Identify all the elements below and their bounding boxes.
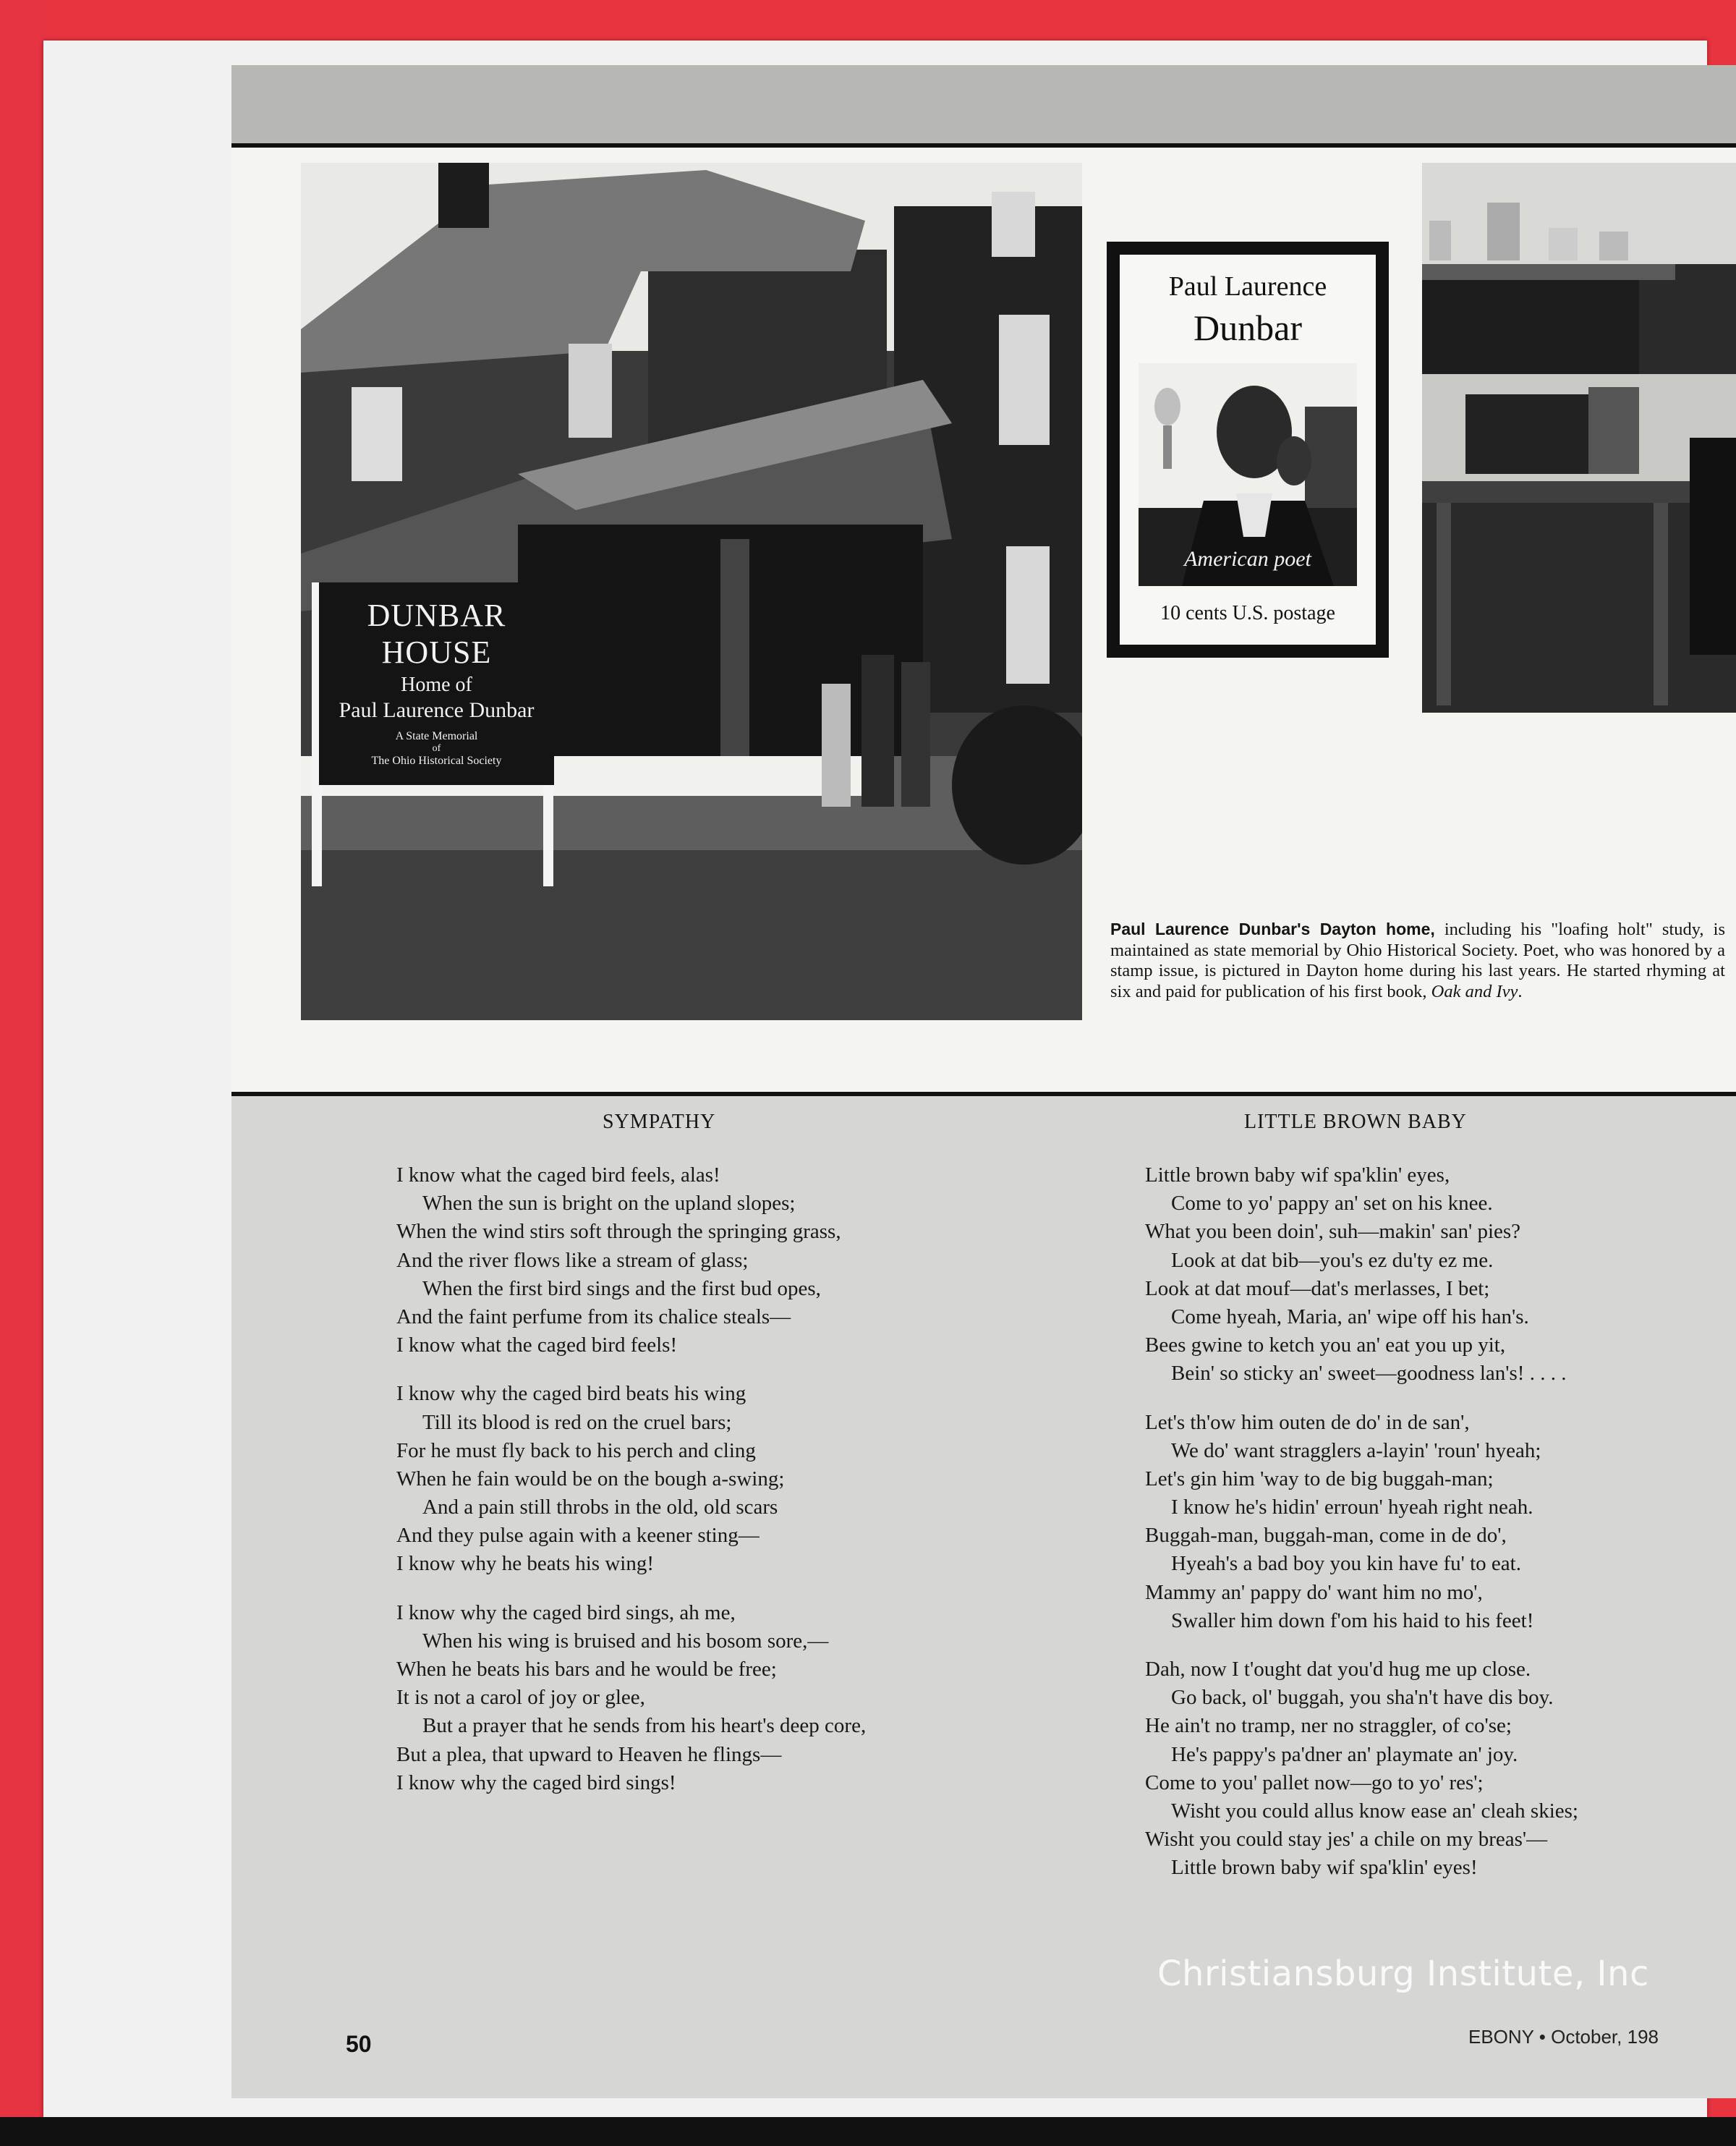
poem-line: I know what the caged bird feels, alas! <box>396 1163 720 1187</box>
poem-line: Little brown baby wif spa'klin' eyes, <box>1145 1163 1450 1187</box>
poem-line: But a plea, that upward to Heaven he flings— <box>396 1742 782 1766</box>
magazine-page <box>231 65 1736 2098</box>
poem-line: Look at dat mouf—dat's merlasses, I bet; <box>1145 1276 1490 1300</box>
poem-line: It is not a carol of joy or glee, <box>396 1686 645 1710</box>
poem-line: I know why the caged bird beats his wing <box>396 1382 746 1406</box>
poem-line: Wisht you could stay jes' a chile on my breas'— <box>1145 1828 1548 1852</box>
dunbar-house-photo <box>301 163 1082 1020</box>
poem-line: He's pappy's pa'dner an' playmate an' joy. <box>1171 1742 1518 1766</box>
sign-line-1: Home of <box>401 674 472 696</box>
poem-line: Let's th'ow him outen de do' in de san', <box>1145 1410 1470 1434</box>
top-gray-band <box>231 65 1736 148</box>
stamp-subtitle: American poet <box>1184 547 1311 571</box>
page-number: 50 <box>346 2031 372 2057</box>
study-room-photo <box>1422 163 1736 713</box>
poem-line: When he beats his bars and he would be free; <box>396 1658 777 1681</box>
poem-line: Come to you' pallet now—go to yo' res'; <box>1145 1770 1484 1794</box>
poem-line: When the wind stirs soft through the springing grass, <box>396 1220 841 1244</box>
caption-body: including his "loafing holt" study, is maintained as state memorial by Ohio Historical Society. Poet, who was honored by a stamp issue, is pictured in Dayton home during his last years. He started rhyming at six and paid for publication of his first book, <box>1110 920 1725 1001</box>
poem-line: We do' want stragglers a-layin' 'roun' hyeah; <box>1171 1438 1541 1462</box>
sign-line-5: The Ohio Historical Society <box>371 755 502 767</box>
poem-title-sympathy: SYMPATHY <box>603 1111 716 1133</box>
dunbar-stamp <box>1107 242 1389 658</box>
poem-line: I know why he beats his wing! <box>396 1552 655 1576</box>
poem-line: Come hyeah, Maria, an' wipe off his han's. <box>1171 1305 1529 1328</box>
poem-line: I know what the caged bird feels! <box>396 1333 678 1357</box>
sign-line-2: Paul Laurence Dunbar <box>339 698 535 722</box>
poem-line: For he must fly back to his perch and cling <box>396 1438 756 1462</box>
poem-little-brown-baby <box>1145 1161 1578 1883</box>
stamp-portrait <box>1139 363 1357 586</box>
poem-line: I know why the caged bird sings! <box>396 1770 676 1794</box>
poem-line: Swaller him down f'om his haid to his feet! <box>1171 1608 1534 1632</box>
poem-line: Hyeah's a bad boy you kin have fu' to eat. <box>1171 1552 1521 1576</box>
poem-title-little-brown-baby: LITTLE BROWN BABY <box>1244 1111 1467 1133</box>
red-folder-edge <box>0 0 48 2146</box>
stanza-break <box>1145 1388 1578 1409</box>
poem-line: When the first bird sings and the first bud opes, <box>422 1276 821 1300</box>
sign-title: DUNBAR HOUSE <box>367 598 506 670</box>
poem-line: He ain't no tramp, ner no straggler, of co'se; <box>1145 1714 1512 1738</box>
stanza-break <box>396 1579 866 1599</box>
stanza-break <box>1145 1635 1578 1655</box>
stanza-break <box>396 1360 866 1380</box>
caption-book-title: Oak and Ivy <box>1431 981 1518 1001</box>
poem-line: I know he's hidin' erroun' hyeah right neah. <box>1171 1496 1533 1519</box>
poem-line: Bein' so sticky an' sweet—goodness lan's! . . . . <box>1171 1362 1567 1386</box>
poem-line: Mammy an' pappy do' want him no mo', <box>1145 1580 1483 1604</box>
poem-line: Look at dat bib—you's ez du'ty ez me. <box>1171 1248 1494 1272</box>
poem-line: Come to yo' pappy an' set on his knee. <box>1171 1192 1493 1216</box>
caption-end: . <box>1518 981 1523 1001</box>
stamp-postage: 10 cents U.S. postage <box>1160 602 1335 624</box>
poem-line: Till its blood is red on the cruel bars; <box>422 1410 732 1434</box>
caption-lead: Paul Laurence Dunbar's Dayton home, <box>1110 920 1435 938</box>
stamp-name-line-2: Dunbar <box>1194 308 1302 348</box>
poem-line: Little brown baby wif spa'klin' eyes! <box>1171 1856 1478 1880</box>
photo-caption <box>1110 919 1725 1002</box>
poem-line: When he fain would be on the bough a-swing; <box>396 1467 785 1490</box>
poem-line: And the river flows like a stream of glass; <box>396 1248 749 1272</box>
poem-line: And a pain still throbs in the old, old scars <box>422 1496 778 1519</box>
poem-sympathy <box>396 1161 866 1797</box>
poem-line: Let's gin him 'way to de big buggah-man; <box>1145 1467 1494 1490</box>
watermark: Christiansburg Institute, Inc <box>1157 1954 1649 1994</box>
poem-line: And they pulse again with a keener sting— <box>396 1524 760 1548</box>
sign-line-4: of <box>432 743 441 754</box>
poem-line: But a prayer that he sends from his heart's deep core, <box>422 1714 867 1738</box>
magazine-footer: EBONY • October, 198 <box>1468 2026 1659 2048</box>
poem-line: Wisht you could allus know ease an' cleah skies; <box>1171 1799 1578 1823</box>
poem-line: When the sun is bright on the upland slopes; <box>422 1192 796 1216</box>
poem-line: Bees gwine to ketch you an' eat you up yit, <box>1145 1333 1506 1357</box>
poem-line: I know why the caged bird sings, ah me, <box>396 1600 736 1624</box>
poem-line: And the faint perfume from its chalice steals— <box>396 1305 791 1328</box>
bottom-dark-edge <box>0 2117 1736 2146</box>
sign-line-3: A State Memorial <box>395 730 478 742</box>
poem-line: Go back, ol' buggah, you sha'n't have dis boy. <box>1171 1686 1554 1710</box>
stamp-name-line-1: Paul Laurence <box>1168 271 1327 302</box>
poem-line: What you been doin', suh—makin' san' pies? <box>1145 1220 1521 1244</box>
poem-line: Buggah-man, buggah-man, come in de do', <box>1145 1524 1507 1548</box>
poem-line: Dah, now I t'ought dat you'd hug me up close. <box>1145 1658 1531 1681</box>
poem-line: When his wing is bruised and his bosom sore,— <box>422 1629 829 1653</box>
